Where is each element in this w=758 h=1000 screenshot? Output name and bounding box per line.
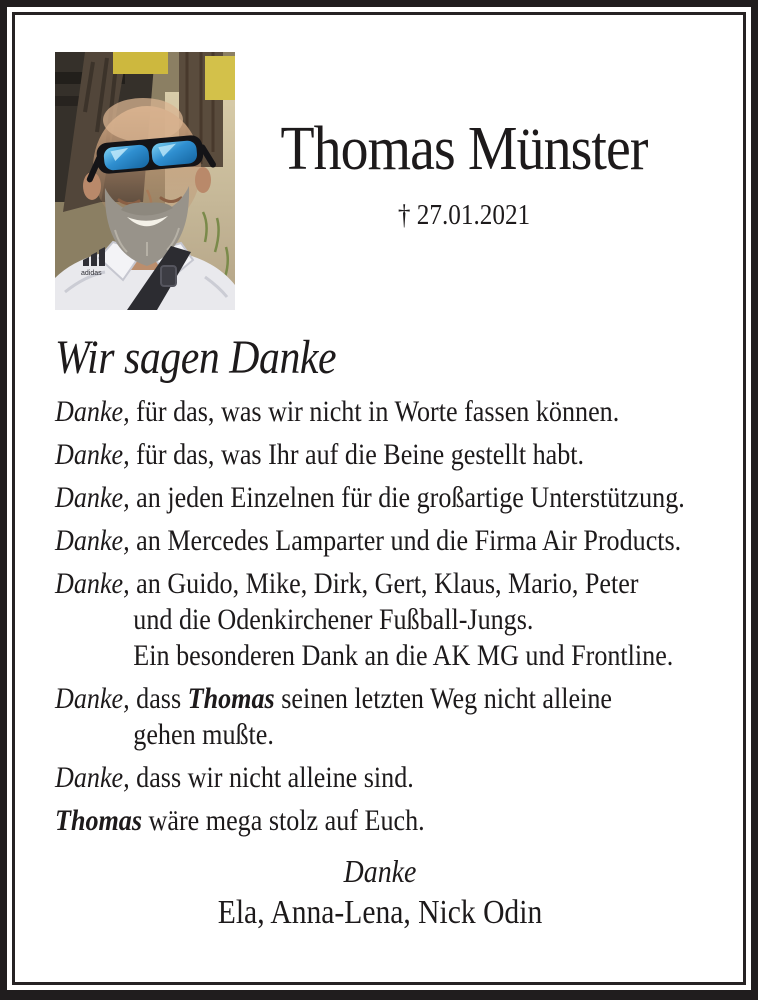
thanks-text: an jeden Einzelnen für die großartige Unterstützung. bbox=[136, 481, 685, 514]
thanks-paragraph bbox=[55, 803, 664, 839]
thanks-text: dass bbox=[136, 682, 188, 715]
thanks-lead: Danke, bbox=[55, 524, 130, 557]
thanks-heading: Wir sagen Danke bbox=[55, 331, 337, 384]
thanks-paragraph bbox=[55, 566, 674, 674]
yellow-object bbox=[113, 52, 168, 74]
thanks-text: gehen mußte. bbox=[133, 718, 274, 751]
thanks-paragraph bbox=[55, 760, 664, 796]
thanks-text: wäre mega stolz auf Euch. bbox=[148, 804, 425, 837]
thanks-text: Ein besonderen Dank an die AK MG und Frontline. bbox=[133, 639, 674, 672]
yellow-object bbox=[205, 56, 235, 100]
thanks-lead: Danke, bbox=[55, 395, 130, 428]
portrait-photo bbox=[55, 52, 235, 310]
thanks-paragraph bbox=[55, 681, 664, 753]
bald-crown-highlight bbox=[103, 98, 183, 142]
thanks-lead: Danke, bbox=[55, 481, 130, 514]
thanks-text: seinen letzten Weg nicht alleine bbox=[274, 682, 612, 715]
thanks-text: dass wir nicht alleine sind. bbox=[136, 761, 414, 794]
thanks-text: für das, was wir nicht in Worte fassen können. bbox=[136, 395, 620, 428]
closing-block bbox=[97, 851, 663, 935]
thanks-text: und die Odenkirchener Fußball-Jungs. bbox=[133, 603, 534, 636]
thanks-text: für das, was Ihr auf die Beine gestellt habt. bbox=[136, 438, 585, 471]
memorial-header bbox=[234, 116, 694, 232]
thanks-lead: Thomas bbox=[55, 804, 143, 837]
deceased-name: Thomas Münster bbox=[280, 115, 648, 183]
death-date: † 27.01.2021 bbox=[397, 200, 531, 231]
emphasized-name: Thomas bbox=[187, 682, 275, 715]
svg-text:adidas: adidas bbox=[81, 270, 102, 277]
closing-danke: Danke bbox=[343, 853, 417, 889]
thanks-paragraph bbox=[55, 523, 682, 559]
thanks-text: an Guido, Mike, Dirk, Gert, Klaus, Mario, Peter bbox=[136, 567, 639, 600]
thanks-lead: Danke, bbox=[55, 761, 130, 794]
thanks-paragraph bbox=[55, 394, 664, 430]
thanks-lead: Danke, bbox=[55, 567, 130, 600]
thanks-lead: Danke, bbox=[55, 438, 130, 471]
thanks-text-area bbox=[55, 333, 755, 935]
thanks-lead: Danke, bbox=[55, 682, 130, 715]
thanks-text: an Mercedes Lamparter und die Firma Air Products. bbox=[136, 524, 682, 557]
thanks-paragraph bbox=[55, 437, 664, 473]
closing-names: Ela, Anna-Lena, Nick Odin bbox=[217, 894, 543, 931]
ear-right bbox=[195, 167, 211, 193]
thanks-paragraph bbox=[55, 480, 685, 516]
portrait-photo-illustration bbox=[55, 52, 235, 310]
strap-buckle bbox=[161, 266, 176, 286]
thanks-list bbox=[55, 394, 685, 839]
